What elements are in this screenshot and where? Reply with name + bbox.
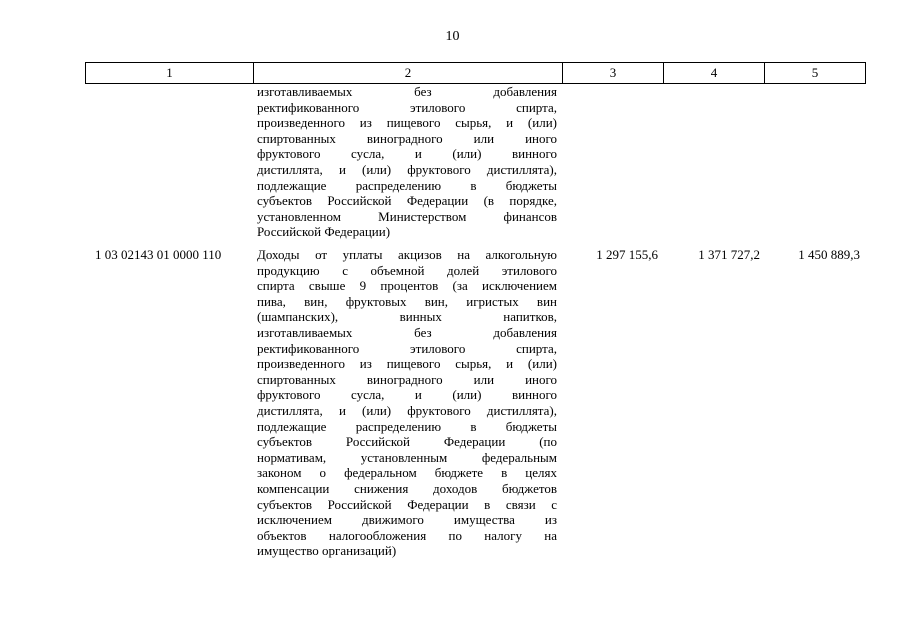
description-line: субъектов Российской Федерации в связи с (257, 496, 557, 512)
description-line: ректификованного этилового спирта, (257, 340, 557, 356)
description-line: дистиллята, и (или) фруктового дистиллята), (257, 402, 557, 418)
continuation-description (257, 84, 557, 240)
description-line: компенсации снижения доходов бюджетов (257, 480, 557, 496)
row-value-col5: 1 450 889,3 (798, 247, 860, 262)
column-header-5: 5 (765, 63, 866, 84)
description-line: ректификованного этилового спирта, (257, 99, 557, 115)
description-line: спиртованных виноградного или иного (257, 371, 557, 387)
description-line: спиртованных виноградного или иного (257, 130, 557, 146)
row-code: 1 03 02143 01 0000 110 (95, 247, 222, 262)
description-line: подлежащие распределению в бюджеты (257, 418, 557, 434)
description-line: пива, вин, фруктовых вин, игристых вин (257, 293, 557, 309)
column-header-3: 3 (563, 63, 664, 84)
description-line: (шампанских), винных напитков, (257, 309, 557, 325)
description-line: фруктового сусла, и (или) винного (257, 146, 557, 162)
row-value-col4: 1 371 727,2 (698, 247, 760, 262)
description-line: изготавливаемых без добавления (257, 324, 557, 340)
description-line: продукцию с объемной долей этилового (257, 262, 557, 278)
column-header-1: 1 (86, 63, 254, 84)
description-line: подлежащие распределению в бюджеты (257, 177, 557, 193)
description-line: фруктового сусла, и (или) винного (257, 387, 557, 403)
description-line: дистиллята, и (или) фруктового дистиллята), (257, 161, 557, 177)
description-line: исключением движимого имущества из (257, 512, 557, 528)
description-line: Российской Федерации) (257, 224, 391, 240)
page-number: 10 (445, 29, 460, 44)
description-line: спирта свыше 9 процентов (за исключением (257, 278, 557, 294)
description-line: субъектов Российской Федерации (в порядке, (257, 193, 557, 209)
description-line: произведенного из пищевого сырья, и (или) (257, 356, 557, 372)
description-line: законом о федеральном бюджете в целях (257, 465, 557, 481)
description-line: установленном Министерством финансов (257, 208, 557, 224)
description-line: произведенного из пищевого сырья, и (или) (257, 115, 557, 131)
description-line: Доходы от уплаты акцизов на алкогольную (257, 247, 557, 262)
description-line: изготавливаемых без добавления (257, 84, 557, 99)
row-value-col3: 1 297 155,6 (596, 247, 658, 262)
description-line: имущество организаций) (257, 543, 397, 559)
table-header (85, 62, 866, 84)
description-line: субъектов Российской Федерации (по (257, 434, 557, 450)
column-header-4: 4 (664, 63, 765, 84)
column-header-2: 2 (254, 63, 563, 84)
row-description (257, 247, 557, 559)
description-line: объектов налогообложения по налогу на (257, 527, 557, 543)
description-line: нормативам, установленным федеральным (257, 449, 557, 465)
